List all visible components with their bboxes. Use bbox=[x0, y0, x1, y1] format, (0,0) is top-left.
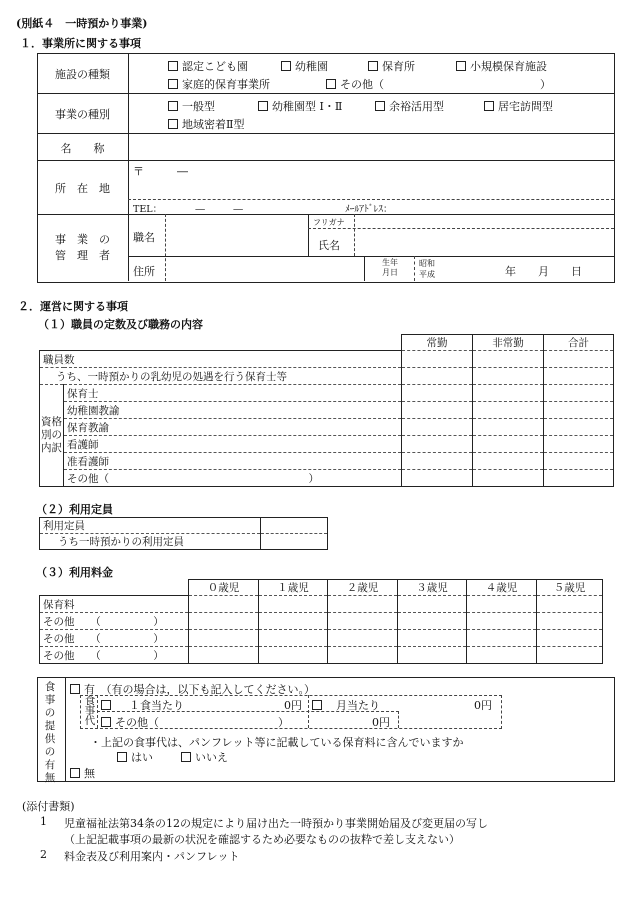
facility-type-option[interactable]: 認定こども園 bbox=[168, 58, 248, 74]
attachment-item: 料金表及び利用案内・パンフレット bbox=[64, 850, 240, 863]
cell[interactable] bbox=[398, 613, 467, 630]
cell[interactable] bbox=[467, 647, 537, 664]
cell[interactable] bbox=[402, 453, 473, 470]
col-age2: ２歳児 bbox=[328, 580, 398, 596]
checkbox-icon bbox=[258, 101, 268, 111]
qualification-group-label: 資格別の内訳 bbox=[40, 385, 64, 487]
cell[interactable] bbox=[402, 402, 473, 419]
qualification-row-label: 保育士 bbox=[64, 385, 402, 402]
attachment-note: （上記記載事項の最新の状況を確認するため必要なものの抜粋で差し支えない） bbox=[64, 833, 460, 846]
checkbox-icon bbox=[484, 101, 494, 111]
cell[interactable] bbox=[537, 613, 603, 630]
cell[interactable] bbox=[259, 647, 328, 664]
cell[interactable] bbox=[544, 436, 614, 453]
fee-row-label: 保育料 bbox=[40, 596, 189, 613]
capacity-table bbox=[39, 517, 328, 550]
date-field[interactable]: 年 月 日 bbox=[505, 265, 582, 278]
business-type-option[interactable]: 幼稚園型 Ⅰ・Ⅱ bbox=[258, 98, 342, 114]
cell[interactable] bbox=[402, 470, 473, 487]
capacity-row-label: うち一時預かりの利用定員 bbox=[40, 534, 261, 550]
checkbox-icon bbox=[70, 684, 80, 694]
meal-side-label: 食事の提供の有無 bbox=[44, 681, 56, 784]
qualification-row-label: 准看護師 bbox=[64, 453, 402, 470]
col-total: 合計 bbox=[544, 335, 614, 351]
checkbox-icon bbox=[168, 79, 178, 89]
col-age4: ４歳児 bbox=[467, 580, 537, 596]
per-month-option[interactable]: 月当たり bbox=[312, 697, 380, 713]
cell[interactable] bbox=[473, 351, 544, 368]
per-month-amount[interactable]: 0円 bbox=[474, 699, 492, 712]
cell[interactable] bbox=[467, 630, 537, 647]
cell[interactable] bbox=[544, 453, 614, 470]
cell[interactable] bbox=[537, 630, 603, 647]
cell[interactable] bbox=[189, 613, 259, 630]
qualification-row-label: 保育教諭 bbox=[64, 419, 402, 436]
checkbox-icon bbox=[168, 101, 178, 111]
checkbox-icon bbox=[70, 768, 80, 778]
cell[interactable] bbox=[537, 596, 603, 613]
checkbox-icon bbox=[326, 79, 336, 89]
qualification-row-label: 幼稚園教諭 bbox=[64, 402, 402, 419]
staff-title: （１）職員の定数及び職務の内容 bbox=[38, 318, 203, 331]
col-age0: ０歳児 bbox=[189, 580, 259, 596]
cell[interactable] bbox=[328, 613, 398, 630]
cell[interactable] bbox=[544, 402, 614, 419]
col-age5: ５歳児 bbox=[537, 580, 603, 596]
checkbox-icon bbox=[101, 700, 111, 710]
cell[interactable] bbox=[473, 470, 544, 487]
job-title-label: 職名 bbox=[133, 231, 155, 244]
doc-heading: (別紙４ 一時預かり事業) bbox=[16, 17, 148, 30]
attachment-item: 児童福祉法第34条の12の規定により届け出た一時預かり事業開始届及び変更届の写し bbox=[64, 817, 488, 830]
cell[interactable] bbox=[259, 613, 328, 630]
answer-no-option[interactable]: いいえ bbox=[181, 749, 228, 765]
cell[interactable] bbox=[473, 419, 544, 436]
meal-question: ・上記の食事代は、パンフレット等に記載している保育料に含んでいますか bbox=[90, 736, 464, 749]
checkbox-icon bbox=[168, 119, 178, 129]
per-meal-option[interactable]: １食当たり bbox=[101, 697, 184, 713]
cell[interactable] bbox=[328, 630, 398, 647]
attachments-title: (添付書類) bbox=[22, 800, 75, 813]
facility-type-option[interactable]: 家庭的保育事業所 bbox=[168, 76, 270, 92]
cell[interactable] bbox=[328, 647, 398, 664]
fee-title: （３）利用料金 bbox=[36, 566, 113, 579]
cell[interactable] bbox=[473, 402, 544, 419]
business-type-option[interactable]: 余裕活用型 bbox=[375, 98, 444, 114]
cell[interactable] bbox=[473, 453, 544, 470]
other-fee-option[interactable]: その他（ bbox=[101, 714, 159, 730]
postal-code-field[interactable]: 〒 ― bbox=[133, 165, 188, 178]
fee-row-label: その他 （ ） bbox=[40, 613, 189, 630]
facility-type-option[interactable]: 保育所 bbox=[368, 58, 415, 74]
cell[interactable] bbox=[259, 630, 328, 647]
cell[interactable] bbox=[544, 351, 614, 368]
cell[interactable] bbox=[544, 419, 614, 436]
checkbox-icon bbox=[368, 61, 378, 71]
cell[interactable] bbox=[398, 647, 467, 664]
cell[interactable] bbox=[398, 630, 467, 647]
cell[interactable] bbox=[261, 518, 328, 534]
facility-type-option[interactable]: 幼稚園 bbox=[281, 58, 328, 74]
cell[interactable] bbox=[544, 470, 614, 487]
col-age1: １歳児 bbox=[259, 580, 328, 596]
address-label: 所 在 地 bbox=[55, 182, 110, 195]
cell[interactable] bbox=[402, 385, 473, 402]
col-age3: ３歳児 bbox=[398, 580, 467, 596]
section2-title: ２．運営に関する事項 bbox=[18, 300, 128, 313]
cell[interactable] bbox=[328, 596, 398, 613]
answer-yes-option[interactable]: はい bbox=[117, 749, 153, 765]
col-parttime: 非常勤 bbox=[473, 335, 544, 351]
tel-field[interactable]: TEL： ― ― bbox=[133, 204, 243, 215]
residence-label: 住所 bbox=[133, 265, 155, 278]
cell[interactable] bbox=[189, 630, 259, 647]
facility-type-label: 施設の種類 bbox=[55, 68, 110, 81]
attachment-item-number: 1 bbox=[40, 815, 47, 828]
cell[interactable] bbox=[189, 596, 259, 613]
business-type-option[interactable]: 居宅訪問型 bbox=[484, 98, 553, 114]
checkbox-icon bbox=[101, 717, 111, 727]
capacity-row-label: 利用定員 bbox=[40, 518, 261, 534]
facility-type-option[interactable]: その他（ bbox=[326, 76, 384, 92]
meal-yes-option[interactable]: 有 （有の場合は，以下も記入してください。） bbox=[70, 681, 315, 697]
capacity-title: （２）利用定員 bbox=[36, 503, 113, 516]
staff-table bbox=[39, 334, 614, 487]
cell[interactable] bbox=[259, 596, 328, 613]
cell[interactable] bbox=[544, 368, 614, 385]
qualification-row-label: 看護師 bbox=[64, 436, 402, 453]
person-name-label: 氏名 bbox=[318, 239, 340, 252]
cell[interactable] bbox=[473, 436, 544, 453]
qualification-row-label: その他（ ） bbox=[64, 470, 402, 487]
per-meal-amount[interactable]: 0円 bbox=[284, 699, 302, 712]
manager-label: 事 業 の 管 理 者 bbox=[55, 233, 110, 262]
cell[interactable] bbox=[467, 613, 537, 630]
cell[interactable] bbox=[398, 596, 467, 613]
name-label: 名 称 bbox=[60, 142, 105, 155]
facility-type-option[interactable]: 小規模保育施設 bbox=[456, 58, 547, 74]
col-fulltime: 常勤 bbox=[402, 335, 473, 351]
business-type-label: 事業の種別 bbox=[55, 108, 110, 121]
meal-no-option[interactable]: 無 bbox=[70, 765, 95, 781]
cell[interactable] bbox=[473, 385, 544, 402]
cell[interactable] bbox=[402, 368, 473, 385]
close-paren: ） bbox=[540, 78, 551, 91]
business-type-option[interactable]: 地域密着Ⅱ型 bbox=[168, 116, 244, 132]
checkbox-icon bbox=[312, 700, 322, 710]
other-fee-amount[interactable]: 0円 bbox=[372, 716, 390, 729]
cell[interactable] bbox=[261, 534, 328, 550]
attachment-item-number: 2 bbox=[40, 848, 47, 861]
cell[interactable] bbox=[537, 647, 603, 664]
email-field[interactable]: ﾒｰﾙｱﾄﾞﾚｽ： bbox=[345, 204, 393, 215]
era-label: 昭和 平成 bbox=[419, 259, 435, 279]
checkbox-icon bbox=[168, 61, 178, 71]
other-fee-close: ） bbox=[278, 716, 289, 729]
cell[interactable] bbox=[189, 647, 259, 664]
section1-title: １．事業所に関する事項 bbox=[20, 37, 141, 50]
checkbox-icon bbox=[181, 752, 191, 762]
fee-row-label: その他 （ ） bbox=[40, 647, 189, 664]
meal-fee-side-label: 食事代 bbox=[84, 695, 96, 727]
staff-total-label: 職員数 bbox=[40, 351, 402, 368]
cell[interactable] bbox=[473, 368, 544, 385]
cell[interactable] bbox=[467, 596, 537, 613]
cell[interactable] bbox=[402, 436, 473, 453]
checkbox-icon bbox=[456, 61, 466, 71]
staff-sub-label: うち、一時預かりの乳幼児の処遇を行う保育士等 bbox=[40, 368, 402, 385]
checkbox-icon bbox=[281, 61, 291, 71]
fee-table bbox=[39, 579, 603, 664]
business-type-option[interactable]: 一般型 bbox=[168, 98, 215, 114]
cell[interactable] bbox=[402, 351, 473, 368]
cell[interactable] bbox=[544, 385, 614, 402]
furigana-label: フリガナ bbox=[313, 218, 345, 227]
fee-row-label: その他 （ ） bbox=[40, 630, 189, 647]
birthdate-label: 生年 月日 bbox=[382, 258, 398, 277]
cell[interactable] bbox=[402, 419, 473, 436]
checkbox-icon bbox=[375, 101, 385, 111]
checkbox-icon bbox=[117, 752, 127, 762]
